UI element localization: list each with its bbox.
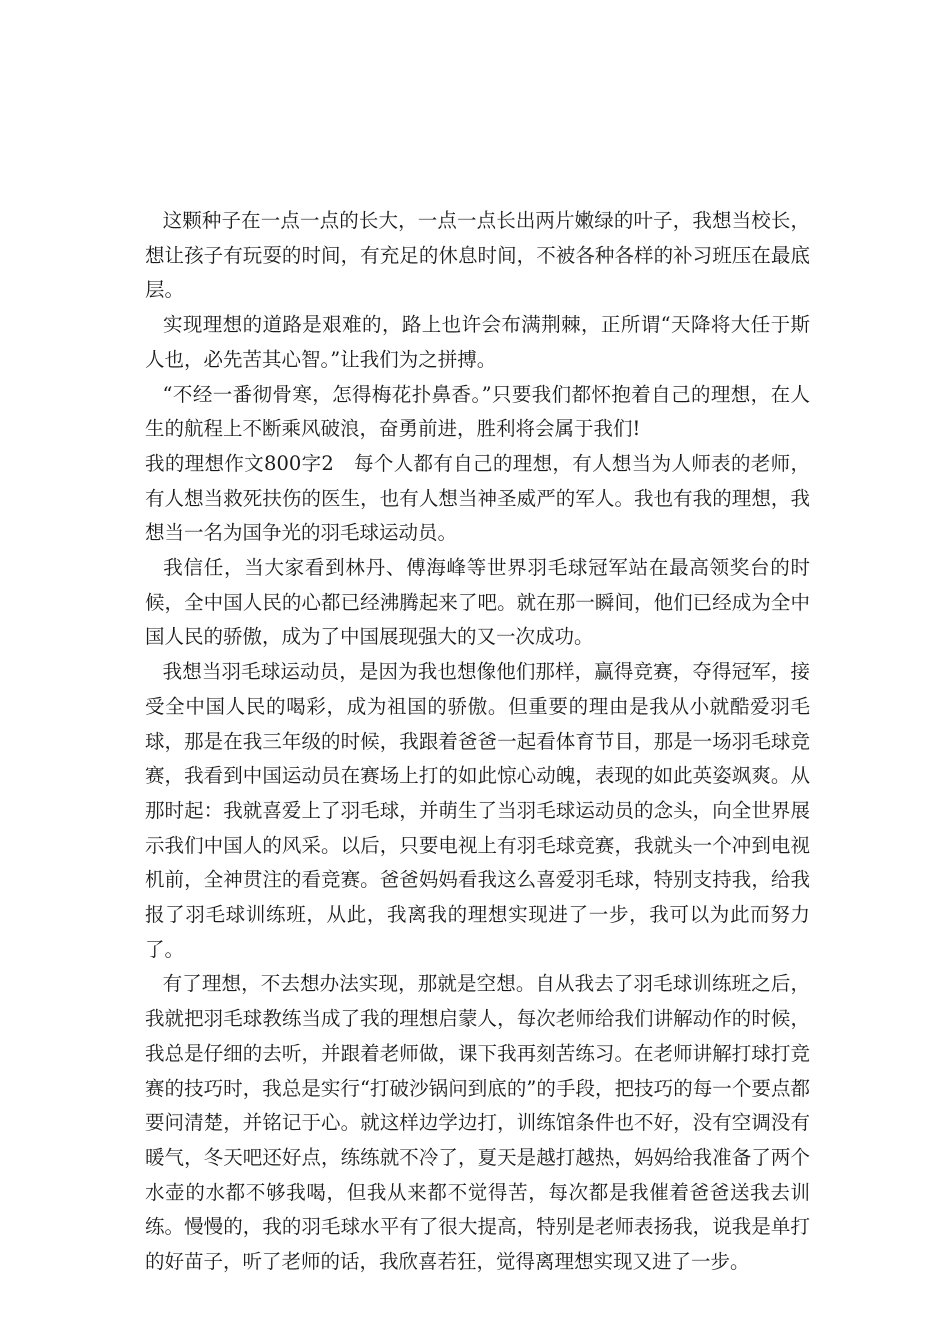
paragraph-text: “不经一番彻骨寒，怎得梅花扑鼻香。”只要我们都怀抱着自己的理想，在人生的航程上不断乘风破浪，奋勇前进，胜利将会属于我们! — [145, 382, 810, 441]
paragraph-text: 实现理想的道路是艰难的，路上也许会布满荆棘，正所谓“天降将大任于斯人也，必先苦其心智。”让我们为之拼搏。 — [145, 313, 810, 371]
paragraph-1 — [145, 204, 810, 308]
paragraph-text: 我想当羽毛球运动员，是因为我也想像他们那样，赢得竞赛，夺得冠军，接受全中国人民的喝彩，成为祖国的骄傲。但重要的理由是我从小就酷爱羽毛球，那是在我三年级的时候，我跟着爸爸一起看体育节目，那是一场羽毛球竞赛，我看到中国运动员在赛场上打的如此惊心动魄，表现的如此英姿飒爽。从那时起：我就喜爱上了羽毛球，并萌生了当羽毛球运动员的念头，向全世界展示我们中国人的风采。以后，只要电视上有羽毛球竞赛，我就头一个冲到电视机前，全神贯注的看竞赛。爸爸妈妈看我这么喜爱羽毛球，特别支持我，给我报了羽毛球训练班，从此，我离我的理想实现进了一步，我可以为此而努力了。 — [145, 660, 810, 961]
paragraph-text: 我的理想作文800字2 每个人都有自己的理想，有人想当为人师表的老师，有人想当救死扶伤的医生，也有人想当神圣威严的军人。我也有我的理想，我想当一名为国争光的羽毛球运动员。 — [145, 451, 810, 545]
paragraph-5 — [145, 551, 810, 655]
paragraph-3 — [145, 378, 810, 447]
paragraph-7 — [145, 967, 810, 1279]
paragraph-4-heading — [145, 447, 810, 551]
paragraph-6 — [145, 655, 810, 967]
document-body — [145, 204, 810, 1280]
paragraph-text: 有了理想，不去想办法实现，那就是空想。自从我去了羽毛球训练班之后，我就把羽毛球教练当成了我的理想启蒙人，每次老师给我们讲解动作的时候，我总是仔细的去听，并跟着老师做，课下我再刻苦练习。在老师讲解打球打竞赛的技巧时，我总是实行“打破沙锅问到底的”的手段，把技巧的每一个要点都要问清楚，并铭记于心。就这样边学边打，训练馆条件也不好，没有空调没有暖气，冬天吧还好点，练练就不冷了，夏天是越打越热，妈妈给我准备了两个水壶的水都不够我喝，但我从来都不觉得苦，每次都是我催着爸爸送我去训练。慢慢的，我的羽毛球水平有了很大提高，特别是老师表扬我，说我是单打的好苗子，听了老师的话，我欣喜若狂，觉得离理想实现又进了一步。 — [145, 972, 810, 1274]
paragraph-text: 我信任，当大家看到林丹、傅海峰等世界羽毛球冠军站在最高领奖台的时候，全中国人民的心都已经沸腾起来了吧。就在那一瞬间，他们已经成为全中国人民的骄傲，成为了中国展现强大的又一次成功。 — [145, 556, 810, 649]
paragraph-2 — [145, 308, 810, 377]
paragraph-text: 这颗种子在一点一点的长大，一点一点长出两片嫩绿的叶子，我想当校长，想让孩子有玩耍的时间，有充足的休息时间，不被各种各样的补习班压在最底层。 — [145, 209, 810, 302]
